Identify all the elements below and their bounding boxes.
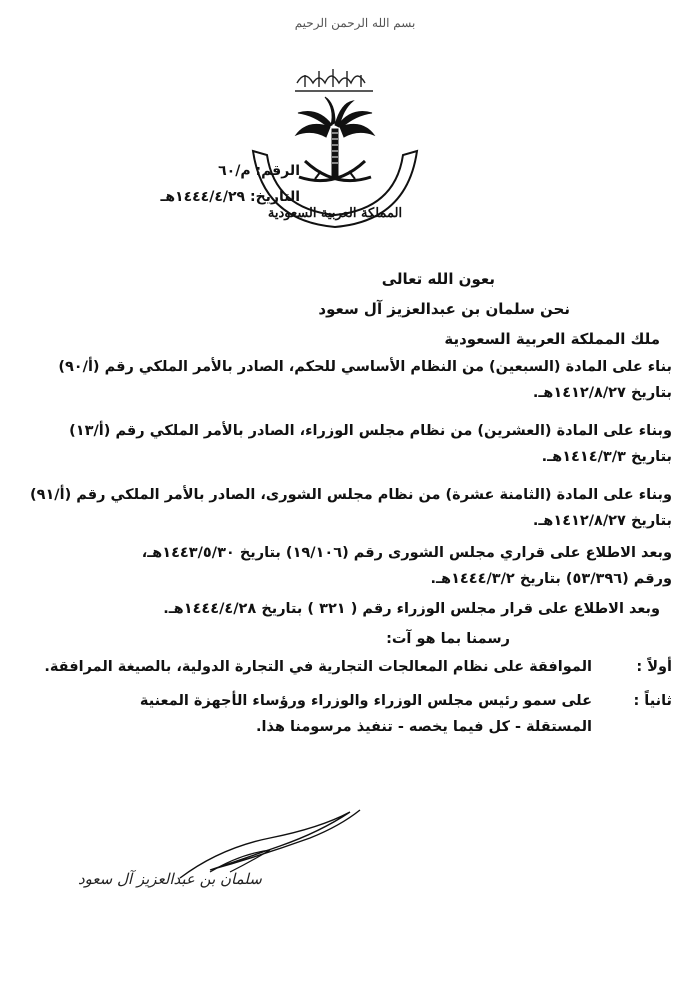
- reference-number: الرقم: م/٦٠: [218, 163, 300, 179]
- item-2-number: ثانياً :: [633, 693, 672, 709]
- recital-1-line-b: بتاريخ ١٤١٢/٨/٢٧هـ.: [532, 385, 672, 401]
- decree-intro: رسمنا بما هو آت:: [386, 631, 510, 647]
- item-1-number: أولاً :: [636, 659, 672, 675]
- basmala-text: بسم الله الرحمن الرحيم: [294, 16, 416, 30]
- recital-2-line-a: وبناء على المادة (العشرين) من نظام مجلس الوزراء، الصادر بالأمر الملكي رقم (أ/١٣): [69, 423, 672, 439]
- opening-line-3: ملك المملكة العربية السعودية: [444, 330, 660, 348]
- recital-4-line-a: وبعد الاطلاع على قراري مجلس الشورى رقم (١٩/١٠٦) بتاريخ ١٤٤٣/٥/٣٠هـ،: [141, 545, 672, 561]
- recital-5: وبعد الاطلاع على قرار مجلس الوزراء رقم ( ٣٢١ ) بتاريخ ١٤٤٤/٤/٢٨هـ.: [163, 601, 660, 617]
- recital-4-line-b: ورقم (٥٣/٣٩٦) بتاريخ ١٤٤٤/٣/٢هـ.: [430, 571, 672, 587]
- opening-line-1: بعون الله تعالى: [381, 270, 495, 288]
- recital-3-line-b: بتاريخ ١٤١٢/٨/٢٧هـ.: [532, 513, 672, 529]
- shahada-calligraphy-icon: [295, 69, 373, 91]
- emblem-inscription: المملكة العربية السعودية: [267, 206, 403, 221]
- recital-2-line-b: بتاريخ ١٤١٤/٣/٣هـ.: [541, 449, 672, 465]
- opening-line-2: نحن سلمان بن عبدالعزيز آل سعود: [318, 300, 570, 318]
- recital-1-line-a: بناء على المادة (السبعين) من النظام الأساسي للحكم، الصادر بالأمر الملكي رقم (أ/٩٠): [58, 359, 672, 375]
- item-1-text: الموافقة على نظام المعالجات التجارية في التجارة الدولية، بالصيغة المرافقة.: [44, 659, 592, 675]
- reference-date: التاريخ: ١٤٤٤/٤/٢٩هـ: [160, 189, 300, 205]
- reference-block: [150, 158, 300, 210]
- item-2-text: على سمو رئيس مجلس الوزراء والوزراء ورؤساء الأجهزة المعنية: [139, 693, 592, 709]
- item-2-text-continued: المستقلة - كل فيما يخصه - تنفيذ مرسومنا هذا.: [256, 719, 592, 735]
- signature-name: سلمان بن عبدالعزيز آل سعود: [78, 870, 262, 888]
- recital-3-line-a: وبناء على المادة (الثامنة عشرة) من نظام مجلس الشورى، الصادر بالأمر الملكي رقم (أ/٩١): [29, 487, 672, 503]
